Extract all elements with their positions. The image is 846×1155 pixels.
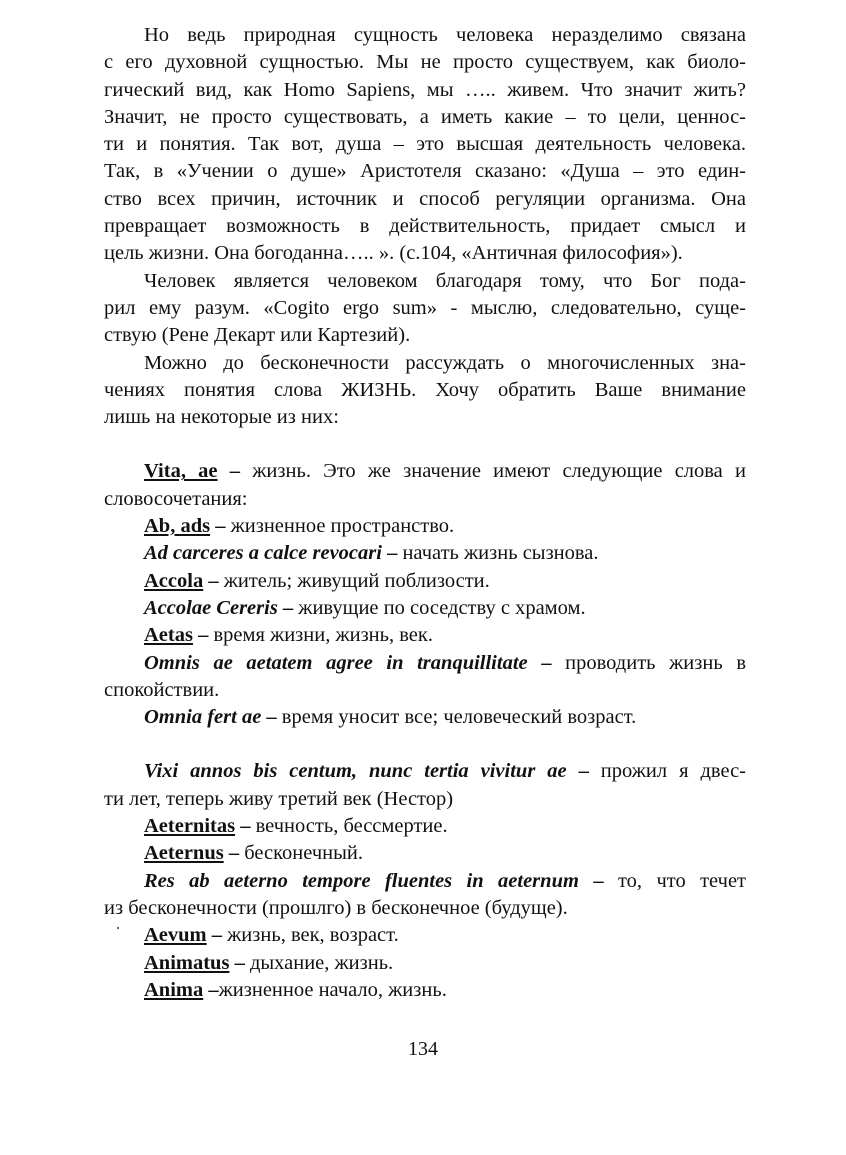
entry-definition: время жизни, жизнь, век.: [208, 624, 433, 647]
entry-dash: –: [578, 869, 604, 892]
entry-term: Aeternus: [144, 842, 224, 865]
spacer: [104, 431, 746, 458]
entry-dash: –: [229, 951, 245, 974]
entry-definition: бесконечный.: [239, 842, 363, 865]
text-line: ти и понятия. Так вот, душа – это высшая деятельность человека.: [104, 133, 746, 156]
entry-definition: живущие по соседству с храмом.: [293, 596, 586, 619]
entry-line: [104, 650, 746, 677]
glossary-entry: [104, 922, 746, 949]
entry-definition: время уносит все; человеческий возраст.: [276, 706, 637, 729]
entry-line: [104, 922, 746, 949]
entry-line: [104, 513, 746, 540]
entry-line: [104, 622, 746, 649]
entry-term: Vita, ae: [144, 460, 218, 483]
entry-definition: проводить жизнь в: [551, 651, 747, 674]
entry-definition: прожил я двес-: [588, 760, 747, 783]
text-line: гический вид, как Homo Sapiens, мы ….. живем. Что значит жить?: [104, 78, 746, 101]
entry-dash: –: [277, 596, 294, 619]
text-line: лишь на некоторые из них:: [104, 406, 339, 429]
glossary-entry: [104, 977, 746, 1004]
glossary-entry: [104, 650, 746, 705]
glossary-entry: [104, 513, 746, 540]
text-line: ство всех причин, источник и способ регуляции организма. Она: [104, 187, 746, 210]
entry-dash: –: [235, 815, 251, 838]
entry-dash: –: [210, 515, 226, 538]
entry-dash: –: [223, 842, 240, 865]
glossary-entry: [104, 868, 746, 923]
entry-term: Aeternitas: [144, 815, 236, 838]
text-line: чениях понятия слова ЖИЗНЬ. Хочу обратить Ваше внимание: [104, 378, 746, 401]
text-line: рил ему разум. «Cogito ergo sum» - мыслю, следовательно, суще-: [104, 296, 746, 319]
entry-term: Res ab aeterno tempore fluentes in aeternum: [144, 869, 579, 892]
glossary-entry: [104, 813, 746, 840]
page-body: [104, 22, 746, 1004]
text-line: ствую (Рене Декарт или Картезий).: [104, 324, 411, 347]
entry-line: [104, 458, 746, 485]
entry-definition: то, что течет: [603, 869, 747, 892]
spacer: [104, 731, 746, 758]
entry-term: Accola: [144, 569, 204, 592]
entry-line: [104, 840, 746, 867]
entry-term: Vixi annos bis centum, nunc tertia vivitur ae: [144, 760, 567, 783]
entry-definition: дыхание, жизнь.: [244, 951, 394, 974]
glossary-entry: [104, 950, 746, 977]
entry-term: Accolae Cereris: [144, 596, 278, 619]
entry-continuation: ти лет, теперь живу третий век (Нестор): [104, 787, 454, 810]
page-number: 134: [408, 1038, 438, 1060]
paragraph-2: [104, 268, 746, 350]
entry-line: [104, 813, 746, 840]
entry-continuation: из бесконечности (прошлго) в бесконечное (будуще).: [104, 896, 568, 919]
entry-dash: –: [381, 542, 398, 565]
text-line: Так, в «Учении о душе» Аристотеля сказано: «Душа – это един-: [104, 160, 746, 183]
glossary-entry: [104, 595, 746, 622]
entry-definition: жизнь, век, возраст.: [222, 924, 399, 947]
entry-continuation: спокойствии.: [104, 678, 220, 701]
entry-definition: жизнь. Это же значение имеют следующие слова и: [240, 460, 746, 483]
entry-dash: –: [566, 760, 589, 783]
glossary-entry: [104, 840, 746, 867]
glossary-entry: [104, 568, 746, 595]
glossary-entry: [104, 458, 746, 513]
text-line: Но ведь природная сущность человека неразделимо связана: [144, 24, 746, 46]
entry-line: [104, 540, 746, 567]
entry-line: [104, 977, 746, 1004]
entry-line: [104, 868, 746, 895]
entry-term: Anima: [144, 978, 204, 1001]
text-line: Значит, не просто существовать, а иметь какие – то цели, ценнос-: [104, 105, 746, 128]
entry-term: Aetas: [144, 624, 193, 647]
entry-dash: –: [192, 624, 209, 647]
entry-term: Ad carceres a calce revocari: [144, 542, 382, 565]
entry-definition: житель; живущий поблизости.: [218, 569, 490, 592]
glossary-entry: [104, 540, 746, 567]
entry-line: [104, 950, 746, 977]
entry-definition: жизненное начало, жизнь.: [218, 978, 447, 1001]
entry-term: Animatus: [144, 951, 230, 974]
text-line: с его духовной сущностью. Мы не просто существуем, как биоло-: [104, 51, 746, 74]
entry-term: Omnis ae aetatem agree in tranquillitate: [144, 651, 528, 674]
paragraph-3: [104, 350, 746, 432]
entry-dash: –: [203, 978, 219, 1001]
text-line: Можно до бесконечности рассуждать о многочисленных зна-: [144, 351, 746, 374]
entry-term: Omnia fert ae: [144, 706, 262, 729]
glossary-entry: [104, 622, 746, 649]
scan-speck: [117, 927, 119, 929]
entry-line: [104, 568, 746, 595]
entry-dash: –: [217, 460, 241, 483]
entry-definition: вечность, бессмертие.: [250, 815, 448, 838]
paragraph-1: [104, 22, 746, 268]
entry-term: Ab, ads: [144, 515, 211, 538]
entry-dash: –: [206, 924, 223, 947]
glossary-entry: [104, 758, 746, 813]
entry-dash: –: [261, 706, 277, 729]
entry-line: [104, 704, 746, 731]
entry-line: [104, 758, 746, 785]
entry-definition: жизненное пространство.: [225, 515, 455, 538]
entry-continuation: словосочетания:: [104, 487, 248, 510]
entry-definition: начать жизнь сызнова.: [397, 542, 599, 565]
entry-term: Aevum: [144, 924, 207, 947]
text-line: цель жизни. Она богоданна….. ». (с.104, «Античная философия»).: [104, 242, 683, 265]
glossary-entry: [104, 704, 746, 731]
text-line: Человек является человеком благодаря тому, что Бог пода-: [144, 269, 746, 292]
entry-line: [104, 595, 746, 622]
entry-dash: –: [203, 569, 219, 592]
entry-dash: –: [527, 651, 552, 674]
text-line: превращает возможность в действительность, придает смысл и: [104, 215, 746, 238]
